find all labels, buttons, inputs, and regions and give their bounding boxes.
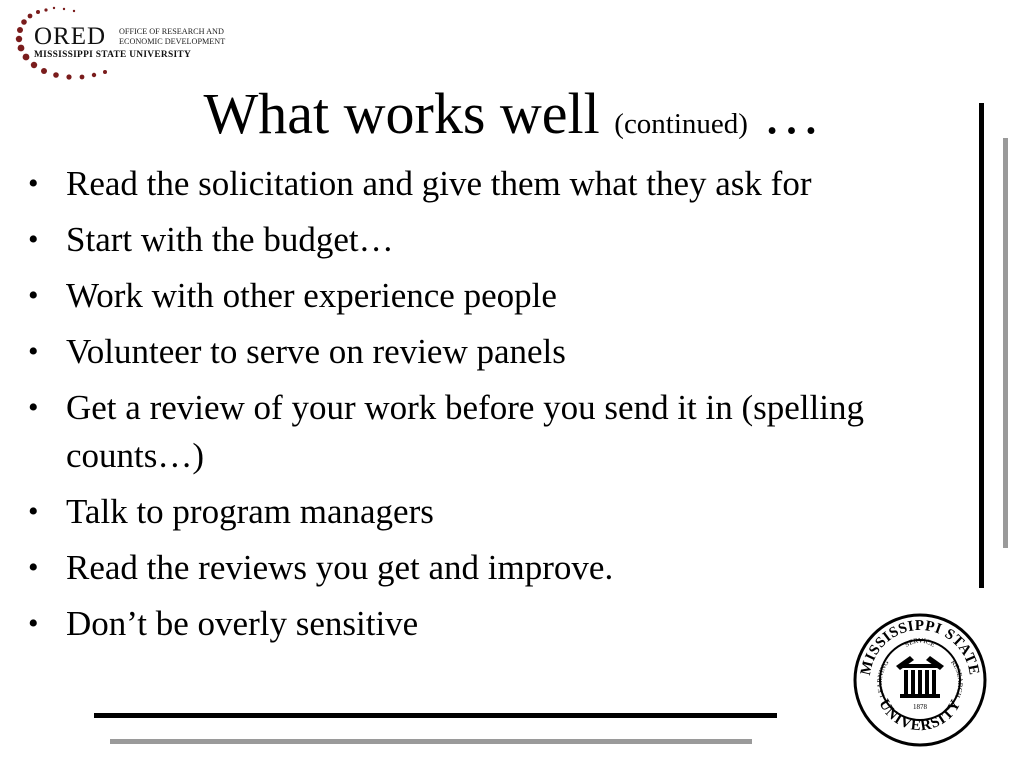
title-main: What works well <box>203 81 600 146</box>
bottom-divider-dark <box>94 713 777 718</box>
seal-center-text: SERVICE <box>903 636 937 649</box>
seal-right-text: RESEARCH <box>949 658 965 699</box>
list-item: • Read the solicitation and give them what they ask for <box>28 160 968 208</box>
msu-seal <box>852 612 988 748</box>
logo-line3: MISSISSIPPI STATE UNIVERSITY <box>34 50 192 60</box>
seal-top-text: MISSISSIPPI STATE <box>857 617 982 677</box>
bottom-divider-gray <box>110 739 752 744</box>
logo-line1: OFFICE OF RESEARCH AND <box>119 27 224 36</box>
logo-line2: ECONOMIC DEVELOPMENT <box>119 37 226 46</box>
slide-title <box>0 78 1024 160</box>
list-item: • Start with the budget… <box>28 216 968 264</box>
right-divider-dark <box>979 103 984 588</box>
list-item: • Work with other experience people <box>28 272 968 320</box>
right-divider-gray <box>1003 138 1008 548</box>
list-item: • Talk to program managers <box>28 488 968 536</box>
title-ellipsis: … <box>762 81 821 146</box>
seal-bottom-text: UNIVERSITY <box>875 696 965 735</box>
title-continued: (continued) <box>614 108 748 140</box>
ored-logo <box>12 6 240 86</box>
seal-year: 1878 <box>913 703 927 711</box>
list-item: • Read the reviews you get and improve. <box>28 544 968 592</box>
logo-acronym: ORED <box>34 23 107 50</box>
list-item: • Volunteer to serve on review panels <box>28 328 968 376</box>
list-item: • Don’t be overly sensitive <box>28 600 968 648</box>
list-item: • Get a review of your work before you send it in (spelling counts…) <box>28 384 968 480</box>
bullet-list <box>28 160 968 656</box>
seal-left-text: LEARNING <box>875 658 891 699</box>
